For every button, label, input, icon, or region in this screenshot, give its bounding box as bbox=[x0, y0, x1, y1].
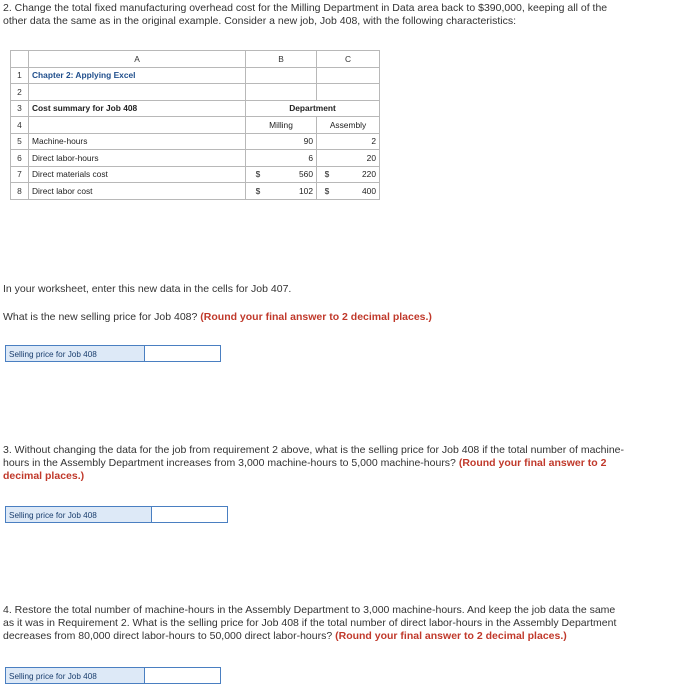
answer-label: Selling price for Job 408 bbox=[5, 506, 152, 523]
q3-line-2: hours in the Assembly Department increases from 3,000 machine-hours to 5,000 machine-hours? (Round your final answer to 2 bbox=[3, 457, 607, 469]
sheet-row-8 bbox=[11, 183, 380, 200]
q4-line-1: 4. Restore the total number of machine-hours in the Assembly Department to 3,000 machine-hours. And keep the job data the same bbox=[3, 604, 616, 616]
rounding-note: (Round your final answer to 2 decimal places.) bbox=[335, 630, 567, 642]
assembly-value: 2 bbox=[337, 133, 380, 150]
q3-line-1: 3. Without changing the data for the job from requirement 2 above, what is the selling price for Job 408 if the total number of machine- bbox=[3, 444, 625, 456]
q3-line-3: decimal places.) bbox=[3, 470, 85, 482]
spreadsheet bbox=[10, 50, 380, 200]
department-header: Department bbox=[246, 100, 380, 117]
currency-symbol: $ bbox=[246, 183, 271, 200]
assembly-header: Assembly bbox=[317, 117, 380, 134]
chapter-title: Chapter 2: Applying Excel bbox=[29, 67, 246, 84]
column-header-a: A bbox=[29, 51, 246, 68]
sheet-row-2 bbox=[11, 84, 380, 101]
q4-line-3: decreases from 80,000 direct labor-hours to 50,000 direct labor-hours? (Round your final answer to 2 decimal places.) bbox=[3, 630, 567, 642]
row-number: 2 bbox=[11, 84, 29, 101]
row-number: 3 bbox=[11, 100, 29, 117]
currency-symbol: $ bbox=[246, 166, 271, 183]
sheet-row-1 bbox=[11, 67, 380, 84]
row-number: 4 bbox=[11, 117, 29, 134]
row-number: 6 bbox=[11, 150, 29, 167]
selling-price-input-q4[interactable] bbox=[145, 667, 221, 684]
column-header-c: C bbox=[317, 51, 380, 68]
answer-label: Selling price for Job 408 bbox=[5, 667, 145, 684]
rounding-note: (Round your final answer to 2 decimal places.) bbox=[200, 311, 432, 323]
sheet-row-4 bbox=[11, 117, 380, 134]
answer-row-q2 bbox=[5, 345, 221, 362]
milling-value: 6 bbox=[270, 150, 317, 167]
assembly-value: 220 bbox=[337, 166, 380, 183]
sheet-row-7 bbox=[11, 166, 380, 183]
row-label: Direct labor cost bbox=[29, 183, 246, 200]
currency-symbol: $ bbox=[317, 166, 338, 183]
milling-value: 90 bbox=[270, 133, 317, 150]
cost-summary-label: Cost summary for Job 408 bbox=[29, 100, 246, 117]
currency-symbol: $ bbox=[317, 183, 338, 200]
column-header-b: B bbox=[246, 51, 317, 68]
assembly-value: 20 bbox=[337, 150, 380, 167]
milling-value: 102 bbox=[270, 183, 317, 200]
answer-label: Selling price for Job 408 bbox=[5, 345, 145, 362]
sheet-row-5 bbox=[11, 133, 380, 150]
answer-row-q3 bbox=[5, 506, 228, 523]
milling-header: Milling bbox=[246, 117, 317, 134]
q2-question: What is the new selling price for Job 408? (Round your final answer to 2 decimal places.) bbox=[3, 311, 432, 323]
row-number: 5 bbox=[11, 133, 29, 150]
sheet-row-6 bbox=[11, 150, 380, 167]
corner-cell bbox=[11, 51, 29, 68]
sheet-row-3 bbox=[11, 100, 380, 117]
column-header-row bbox=[11, 51, 380, 68]
instruction-text: In your worksheet, enter this new data in the cells for Job 407. bbox=[3, 283, 292, 295]
row-number: 1 bbox=[11, 67, 29, 84]
row-number: 7 bbox=[11, 166, 29, 183]
selling-price-input-q3[interactable] bbox=[152, 506, 228, 523]
row-label: Machine-hours bbox=[29, 133, 246, 150]
row-label: Direct materials cost bbox=[29, 166, 246, 183]
q4-line-2: as it was in Requirement 2. What is the selling price for Job 408 if the total number of direct labor-hours in the Assembly Department bbox=[3, 617, 617, 629]
q2-line-1: 2. Change the total fixed manufacturing overhead cost for the Milling Department in Data area back to $390,000, keeping all of the bbox=[3, 2, 608, 14]
q2-line-2: other data the same as in the original example. Consider a new job, Job 408, with the following characteristics: bbox=[3, 15, 517, 27]
milling-value: 560 bbox=[270, 166, 317, 183]
row-number: 8 bbox=[11, 183, 29, 200]
answer-row-q4 bbox=[5, 667, 221, 684]
row-label: Direct labor-hours bbox=[29, 150, 246, 167]
rounding-note: (Round your final answer to 2 bbox=[458, 457, 607, 469]
selling-price-input-q2[interactable] bbox=[145, 345, 221, 362]
assembly-value: 400 bbox=[337, 183, 380, 200]
